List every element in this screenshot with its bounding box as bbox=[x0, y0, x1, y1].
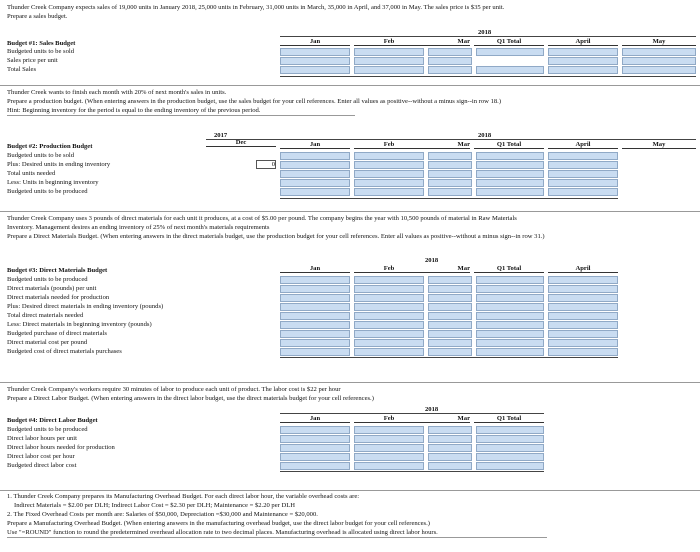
inst2-line-1: Thunder Creek wants to finish each month with 20% of next month's sales in units. bbox=[7, 89, 227, 96]
b1-cell[interactable] bbox=[428, 57, 472, 65]
b3-cell[interactable] bbox=[548, 312, 618, 320]
b4-row-label: Direct labor hours needed for production bbox=[7, 444, 115, 451]
inst2-underline bbox=[7, 115, 355, 116]
b4-cell[interactable] bbox=[476, 435, 544, 443]
b2-header-rule bbox=[206, 139, 696, 140]
b3-row-label: Direct material cost per pound bbox=[7, 339, 88, 346]
b3-cell[interactable] bbox=[280, 339, 350, 347]
b2-cell[interactable] bbox=[354, 188, 424, 196]
b2-row-label: Less: Units in beginning inventory bbox=[7, 179, 99, 186]
b3-cell[interactable] bbox=[280, 312, 350, 320]
b3-cell[interactable] bbox=[280, 285, 350, 293]
b3-cell[interactable] bbox=[280, 276, 350, 284]
b1-row-label: Sales price per unit bbox=[7, 57, 58, 64]
b1-cell[interactable] bbox=[354, 66, 424, 74]
b4-cell[interactable] bbox=[428, 444, 472, 452]
b2-cell[interactable] bbox=[476, 188, 544, 196]
b3-col-april: April bbox=[548, 265, 618, 273]
b4-cell[interactable] bbox=[354, 462, 424, 470]
b3-year: 2018 bbox=[425, 257, 439, 264]
b4-cell[interactable] bbox=[280, 444, 350, 452]
b3-col-mar: Mar bbox=[420, 265, 470, 273]
b3-cell[interactable] bbox=[476, 276, 544, 284]
b3-cell[interactable] bbox=[428, 294, 472, 302]
b2-year-prev: 2017 bbox=[214, 132, 228, 139]
inst4-line-2: Prepare a Direct Labor Budget. (When entering answers in the direct labor budget, use the direct materials budget for your cell references.) bbox=[7, 395, 374, 402]
b3-cell[interactable] bbox=[428, 285, 472, 293]
b1-col-jan: Jan bbox=[280, 38, 350, 46]
inst3-line-1: Thunder Creek Company uses 3 pounds of direct materials for each unit it produces, at a cost of $5.00 per pound. The company begins the year with 10,500 pounds of material in Raw Materials bbox=[7, 215, 517, 222]
b4-cell[interactable] bbox=[476, 444, 544, 452]
b4-cell[interactable] bbox=[428, 426, 472, 434]
inst3-line-3: Prepare a Direct Materials Budget. (When entering answers in the direct materials budget, use the production budget for your cell references. Enter all values as positive--without a minus sign--in row 31.) bbox=[7, 233, 545, 240]
b4-row-label: Direct labor hours per unit bbox=[7, 435, 77, 442]
b2-row-label: Budgeted units to be sold bbox=[7, 152, 75, 159]
b2-cell[interactable] bbox=[476, 179, 544, 187]
b2-cell[interactable] bbox=[428, 179, 472, 187]
b2-title: Budget #2: Production Budget bbox=[7, 143, 93, 150]
b1-cell[interactable] bbox=[548, 48, 618, 56]
b4-col-mar: Mar bbox=[420, 415, 470, 423]
b3-cell[interactable] bbox=[428, 321, 472, 329]
b1-cell[interactable] bbox=[428, 48, 472, 56]
b3-cell[interactable] bbox=[548, 321, 618, 329]
b4-col-feb: Feb bbox=[354, 415, 424, 423]
b3-row-label: Direct materials (pounds) per unit bbox=[7, 285, 97, 292]
b2-cell[interactable] bbox=[354, 152, 424, 160]
b2-year: 2018 bbox=[478, 132, 492, 139]
b3-col-feb: Feb bbox=[354, 265, 424, 273]
b1-cell[interactable] bbox=[280, 57, 350, 65]
b3-cell[interactable] bbox=[280, 348, 350, 356]
b1-title: Budget #1: Sales Budget bbox=[7, 40, 76, 47]
b1-bottom-rule bbox=[280, 76, 696, 77]
b2-cell[interactable] bbox=[548, 170, 618, 178]
b3-cell[interactable] bbox=[428, 276, 472, 284]
b4-cell[interactable] bbox=[280, 453, 350, 461]
b1-year: 2018 bbox=[478, 29, 492, 36]
b3-cell[interactable] bbox=[476, 348, 544, 356]
b3-row-label: Budgeted purchase of direct materials bbox=[7, 330, 107, 337]
b3-cell[interactable] bbox=[476, 285, 544, 293]
inst5-line-2: Indirect Materials = $2.00 per DLH; Indirect Labor Cost = $2.30 per DLH; Maintenance = $2.20 per DLH bbox=[14, 502, 296, 509]
b2-cell[interactable] bbox=[280, 179, 350, 187]
b4-cell[interactable] bbox=[354, 435, 424, 443]
b1-cell[interactable] bbox=[354, 48, 424, 56]
b3-cell[interactable] bbox=[354, 339, 424, 347]
b3-row-label: Direct materials needed for production bbox=[7, 294, 110, 301]
b4-cell[interactable] bbox=[354, 444, 424, 452]
b2-cell[interactable] bbox=[476, 170, 544, 178]
section-divider bbox=[0, 85, 700, 86]
b3-cell[interactable] bbox=[476, 303, 544, 311]
b2-bottom-rule bbox=[280, 198, 618, 199]
b3-row-label: Plus: Desired direct materials in ending inventory (pounds) bbox=[7, 303, 164, 310]
inst5-line-5: Use "=ROUND" function to round the predetermined overhead allocation rate to two decimal places. Manufacturing overhead is allocated using direct labor hours. bbox=[7, 529, 438, 536]
b1-col-mar: Mar bbox=[420, 38, 470, 46]
b3-row-label: Budgeted cost of direct materials purchases bbox=[7, 348, 122, 355]
b1-cell[interactable] bbox=[476, 66, 544, 74]
b3-cell[interactable] bbox=[428, 348, 472, 356]
inst4-line-1: Thunder Creek Company's workers require 30 minutes of labor to produce each unit of product. The labor cost is $22 per hour bbox=[7, 386, 341, 393]
b3-cell[interactable] bbox=[280, 303, 350, 311]
b1-cell[interactable] bbox=[354, 57, 424, 65]
inst5-line-1: 1. Thunder Creek Company prepares its Manufacturing Overhead Budget. For each direct labor hour, the variable overhead costs are: bbox=[7, 493, 360, 500]
b3-cell[interactable] bbox=[280, 330, 350, 338]
b1-cell[interactable] bbox=[476, 48, 544, 56]
inst5-underline bbox=[7, 537, 547, 538]
b1-col-q1: Q1 Total bbox=[474, 38, 544, 46]
b1-header-rule bbox=[280, 36, 696, 37]
b3-cell[interactable] bbox=[280, 321, 350, 329]
b2-cell[interactable] bbox=[428, 161, 472, 169]
b1-cell[interactable] bbox=[548, 57, 618, 65]
b4-row-label: Budgeted units to be produced bbox=[7, 426, 88, 433]
b1-col-april: April bbox=[548, 38, 618, 46]
b4-cell[interactable] bbox=[428, 453, 472, 461]
inst2-line-3: Hint: Beginning inventory for the period is equal to the ending inventory of the previous period. bbox=[7, 107, 261, 114]
b3-cell[interactable] bbox=[354, 312, 424, 320]
b2-cell[interactable] bbox=[428, 170, 472, 178]
b3-cell[interactable] bbox=[548, 285, 618, 293]
b3-bottom-rule bbox=[280, 357, 618, 358]
b3-cell[interactable] bbox=[476, 312, 544, 320]
b4-cell[interactable] bbox=[476, 462, 544, 470]
b2-col-q1: Q1 Total bbox=[474, 141, 544, 149]
b2-col-feb: Feb bbox=[354, 141, 424, 149]
b2-row-label: Budgeted units to be produced bbox=[7, 188, 88, 195]
b4-header-rule bbox=[280, 413, 544, 414]
b3-cell[interactable] bbox=[428, 339, 472, 347]
b1-cell[interactable] bbox=[622, 66, 696, 74]
b4-bottom-rule bbox=[280, 471, 544, 472]
b3-cell[interactable] bbox=[548, 303, 618, 311]
b3-cell[interactable] bbox=[548, 276, 618, 284]
b2-col-may: May bbox=[622, 141, 696, 149]
inst2-line-2: Prepare a production budget. (When entering answers in the production budget, use the sales budget for your cell references. Enter all values as positive--without a minus sign--in row 18.) bbox=[7, 98, 502, 105]
b3-cell[interactable] bbox=[280, 294, 350, 302]
section-divider bbox=[0, 211, 700, 212]
b4-cell[interactable] bbox=[280, 462, 350, 470]
b3-cell[interactable] bbox=[548, 330, 618, 338]
b3-cell[interactable] bbox=[476, 294, 544, 302]
b1-cell[interactable] bbox=[428, 66, 472, 74]
b2-col-jan: Jan bbox=[280, 141, 350, 149]
b2-cell[interactable] bbox=[548, 161, 618, 169]
b3-cell[interactable] bbox=[354, 285, 424, 293]
b2-cell[interactable] bbox=[548, 152, 618, 160]
b3-row-label: Total direct materials needed bbox=[7, 312, 84, 319]
b3-cell[interactable] bbox=[428, 303, 472, 311]
b3-col-q1: Q1 Total bbox=[474, 265, 544, 273]
b4-title: Budget #4: Direct Labor Budget bbox=[7, 417, 98, 424]
b2-row-label: Total units needed bbox=[7, 170, 56, 177]
b3-cell[interactable] bbox=[354, 348, 424, 356]
b1-cell[interactable] bbox=[622, 48, 696, 56]
b2-cell[interactable] bbox=[476, 161, 544, 169]
b3-cell[interactable] bbox=[354, 294, 424, 302]
b2-cell[interactable] bbox=[280, 188, 350, 196]
intro-line-2: Prepare a sales budget. bbox=[7, 13, 68, 20]
b3-cell[interactable] bbox=[354, 330, 424, 338]
b3-cell[interactable] bbox=[354, 321, 424, 329]
b3-cell[interactable] bbox=[476, 321, 544, 329]
inst5-line-3: 2. The Fixed Overhead Costs per month are: Salaries of $50,000, Depreciation =$30,000 and Maintenance = $20,000. bbox=[7, 511, 318, 518]
b4-row-label: Budgeted direct labor cost bbox=[7, 462, 77, 469]
b4-col-jan: Jan bbox=[280, 415, 350, 423]
b2-cell[interactable] bbox=[280, 170, 350, 178]
b3-cell[interactable] bbox=[354, 276, 424, 284]
section-divider bbox=[0, 490, 700, 491]
b1-cell[interactable] bbox=[280, 66, 350, 74]
section-divider bbox=[0, 382, 700, 383]
b1-col-may: May bbox=[622, 38, 696, 46]
inst3-line-2: Inventory. Management desires an ending inventory of 25% of next month's materials requirements bbox=[7, 224, 270, 231]
b4-cell[interactable] bbox=[428, 462, 472, 470]
b3-cell[interactable] bbox=[428, 312, 472, 320]
b2-col-mar: Mar bbox=[420, 141, 470, 149]
b3-cell[interactable] bbox=[548, 348, 618, 356]
intro-line-1: Thunder Creek Company expects sales of 19,000 units in January 2018, 25,000 units in February, 31,000 units in March, 35,000 in April, and 37,000 in May. The sales price is $35 per unit. bbox=[7, 4, 505, 11]
b3-row-label: Budgeted units to be produced bbox=[7, 276, 88, 283]
b3-cell[interactable] bbox=[476, 330, 544, 338]
b2-cell[interactable] bbox=[548, 188, 618, 196]
b1-row-label: Total Sales bbox=[7, 66, 37, 73]
b4-cell[interactable] bbox=[428, 435, 472, 443]
b2-col-april: April bbox=[548, 141, 618, 149]
inst5-line-4: Prepare a Manufacturing Overhead Budget. (When entering answers in the manufacturing overhead budget, use the direct labor budget for your cell references.) bbox=[7, 520, 430, 527]
b4-cell[interactable] bbox=[354, 453, 424, 461]
b3-cell[interactable] bbox=[428, 330, 472, 338]
b1-row-label: Budgeted units to be sold bbox=[7, 48, 75, 55]
b2-row-label: Plus: Desired units in ending inventory bbox=[7, 161, 111, 168]
b2-dec-value[interactable]: 0 bbox=[256, 160, 276, 169]
b2-cell[interactable] bbox=[354, 170, 424, 178]
b3-cell[interactable] bbox=[548, 339, 618, 347]
b3-col-jan: Jan bbox=[280, 265, 350, 273]
b4-year: 2018 bbox=[425, 406, 439, 413]
b4-row-label: Direct labor cost per hour bbox=[7, 453, 75, 460]
b4-cell[interactable] bbox=[476, 453, 544, 461]
b1-col-feb: Feb bbox=[354, 38, 424, 46]
b2-cell[interactable] bbox=[280, 161, 350, 169]
b2-col-dec: Dec bbox=[206, 139, 276, 147]
b2-cell[interactable] bbox=[476, 152, 544, 160]
b3-title: Budget #3: Direct Materials Budget bbox=[7, 267, 108, 274]
b3-cell[interactable] bbox=[354, 303, 424, 311]
b2-cell[interactable] bbox=[428, 188, 472, 196]
b3-row-label: Less: Direct materials in beginning inventory (pounds) bbox=[7, 321, 152, 328]
b4-cell[interactable] bbox=[476, 426, 544, 434]
b4-cell[interactable] bbox=[280, 426, 350, 434]
b3-cell[interactable] bbox=[548, 294, 618, 302]
b4-cell[interactable] bbox=[354, 426, 424, 434]
b1-cell[interactable] bbox=[622, 57, 696, 65]
b1-cell[interactable] bbox=[548, 66, 618, 74]
b3-cell[interactable] bbox=[476, 339, 544, 347]
b2-cell[interactable] bbox=[548, 179, 618, 187]
b2-cell[interactable] bbox=[354, 179, 424, 187]
b2-cell[interactable] bbox=[354, 161, 424, 169]
b1-cell[interactable] bbox=[280, 48, 350, 56]
b4-cell[interactable] bbox=[280, 435, 350, 443]
b4-col-q1: Q1 Total bbox=[474, 415, 544, 423]
b2-cell[interactable] bbox=[428, 152, 472, 160]
b2-cell[interactable] bbox=[280, 152, 350, 160]
